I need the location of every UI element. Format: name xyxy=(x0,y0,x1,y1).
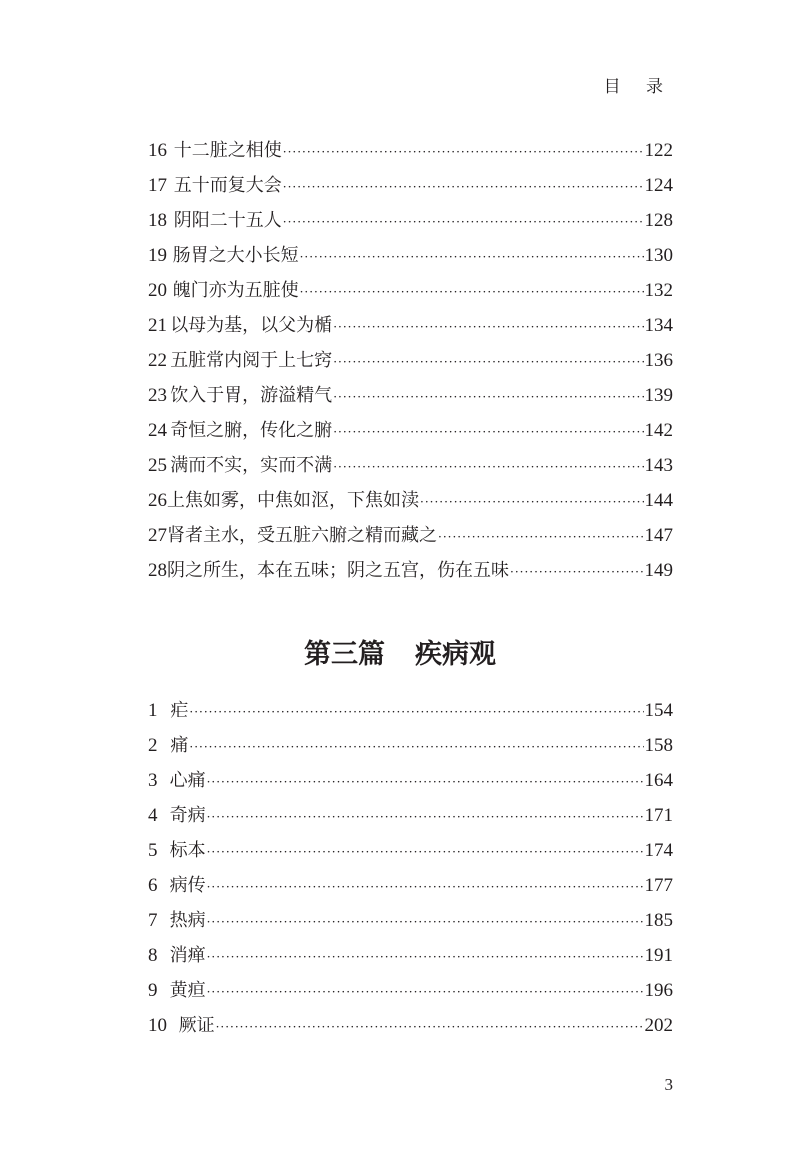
toc-entry[interactable] xyxy=(148,938,673,973)
entry-page: 196 xyxy=(644,980,673,1001)
leader-dots xyxy=(216,1010,644,1045)
entry-number: 8 xyxy=(148,945,158,966)
entry-number: 22 xyxy=(148,350,167,371)
entry-number: 16 xyxy=(148,140,167,161)
entry-title: 十二脏之相使 xyxy=(173,140,282,161)
leader-dots xyxy=(207,835,644,870)
toc-entry[interactable] xyxy=(148,833,673,868)
entry-title: 阴阳二十五人 xyxy=(173,210,282,231)
toc-entry[interactable] xyxy=(148,308,673,343)
toc-section-2-entries xyxy=(148,133,673,588)
leader-dots xyxy=(207,800,644,835)
toc-entry[interactable] xyxy=(148,553,673,588)
leader-dots xyxy=(420,485,644,520)
entry-title: 满而不实，实而不满 xyxy=(170,455,333,476)
entry-title: 五十而复大会 xyxy=(173,175,282,196)
leader-dots xyxy=(333,380,643,415)
entry-page: 191 xyxy=(644,945,673,966)
entry-number: 9 xyxy=(148,980,158,1001)
leader-dots xyxy=(207,870,644,905)
toc-entry[interactable] xyxy=(148,973,673,1008)
leader-dots xyxy=(438,520,644,555)
leader-dots xyxy=(333,310,643,345)
entry-title: 以母为基，以父为楯 xyxy=(170,315,333,336)
leader-dots xyxy=(207,940,644,975)
running-header: 目 录 xyxy=(603,77,673,97)
entry-page: 174 xyxy=(644,840,673,861)
entry-title: 五脏常内阅于上七窍 xyxy=(170,350,333,371)
entry-page: 130 xyxy=(644,245,673,266)
entry-number: 10 xyxy=(148,1015,167,1036)
entry-page: 122 xyxy=(644,140,673,161)
entry-page: 147 xyxy=(644,525,673,546)
part-title xyxy=(0,632,800,671)
entry-number: 21 xyxy=(148,315,167,336)
entry-title: 奇恒之腑，传化之腑 xyxy=(170,420,333,441)
entry-title: 奇病 xyxy=(169,805,206,826)
toc-entry[interactable] xyxy=(148,763,673,798)
entry-page: 185 xyxy=(644,910,673,931)
entry-page: 136 xyxy=(644,350,673,371)
toc-entry[interactable] xyxy=(148,448,673,483)
toc-entry[interactable] xyxy=(148,693,673,728)
part-name: 疾病观 xyxy=(415,639,496,670)
entry-number: 5 xyxy=(148,840,158,861)
entry-title: 厥证 xyxy=(178,1015,215,1036)
leader-dots xyxy=(189,730,643,765)
entry-number: 20 xyxy=(148,280,167,301)
leader-dots xyxy=(207,765,644,800)
toc-section-3-entries xyxy=(148,693,673,1043)
toc-entry[interactable] xyxy=(148,903,673,938)
entry-page: 158 xyxy=(644,735,673,756)
leader-dots xyxy=(283,135,644,170)
toc-entry[interactable] xyxy=(148,343,673,378)
entry-number: 17 xyxy=(148,175,167,196)
toc-entry[interactable] xyxy=(148,798,673,833)
leader-dots xyxy=(283,205,644,240)
entry-page: 164 xyxy=(644,770,673,791)
entry-page: 139 xyxy=(644,385,673,406)
entry-page: 177 xyxy=(644,875,673,896)
entry-title: 肠胃之大小长短 xyxy=(172,245,299,266)
leader-dots xyxy=(333,450,643,485)
entry-number: 4 xyxy=(148,805,158,826)
entry-title: 黄疸 xyxy=(169,980,206,1001)
entry-number: 23 xyxy=(148,385,167,406)
toc-entry[interactable] xyxy=(148,868,673,903)
leader-dots xyxy=(333,345,643,380)
toc-entry[interactable] xyxy=(148,203,673,238)
leader-dots xyxy=(333,415,643,450)
entry-title: 标本 xyxy=(169,840,206,861)
toc-entry[interactable] xyxy=(148,728,673,763)
toc-entry[interactable] xyxy=(148,1008,673,1043)
entry-number: 27 xyxy=(148,525,167,546)
leader-dots xyxy=(189,695,643,730)
entry-title: 病传 xyxy=(169,875,206,896)
leader-dots xyxy=(300,240,644,275)
entry-number: 7 xyxy=(148,910,158,931)
toc-entry[interactable] xyxy=(148,168,673,203)
entry-page: 143 xyxy=(644,455,673,476)
entry-number: 26 xyxy=(148,490,167,511)
leader-dots xyxy=(300,275,644,310)
entry-title: 心痛 xyxy=(169,770,206,791)
toc-entry[interactable] xyxy=(148,238,673,273)
entry-number: 3 xyxy=(148,770,158,791)
leader-dots xyxy=(510,555,644,590)
entry-title: 饮入于胃，游溢精气 xyxy=(170,385,333,406)
entry-page: 202 xyxy=(644,1015,673,1036)
entry-page: 154 xyxy=(644,700,673,721)
toc-entry[interactable] xyxy=(148,518,673,553)
toc-entry[interactable] xyxy=(148,133,673,168)
entry-number: 28 xyxy=(148,560,167,581)
toc-entry[interactable] xyxy=(148,378,673,413)
entry-title: 阴之所生，本在五味；阴之五宫，伤在五味 xyxy=(167,560,509,581)
leader-dots xyxy=(207,975,644,1010)
entry-title: 消瘅 xyxy=(169,945,206,966)
entry-number: 18 xyxy=(148,210,167,231)
toc-entry[interactable] xyxy=(148,273,673,308)
entry-page: 144 xyxy=(644,490,673,511)
entry-page: 132 xyxy=(644,280,673,301)
toc-entry[interactable] xyxy=(148,483,673,518)
page-number: 3 xyxy=(664,1075,673,1094)
part-label: 第三篇 xyxy=(304,639,385,670)
entry-title: 魄门亦为五脏使 xyxy=(172,280,299,301)
entry-title: 痛 xyxy=(170,735,189,756)
leader-dots xyxy=(283,170,644,205)
entry-title: 疟 xyxy=(170,700,189,721)
entry-number: 1 xyxy=(148,700,158,721)
toc-entry[interactable] xyxy=(148,413,673,448)
entry-page: 171 xyxy=(644,805,673,826)
entry-title: 肾者主水，受五脏六腑之精而藏之 xyxy=(167,525,437,546)
entry-number: 24 xyxy=(148,420,167,441)
entry-page: 142 xyxy=(644,420,673,441)
entry-page: 149 xyxy=(644,560,673,581)
entry-number: 19 xyxy=(148,245,167,266)
leader-dots xyxy=(207,905,644,940)
entry-number: 6 xyxy=(148,875,158,896)
entry-page: 128 xyxy=(644,210,673,231)
entry-number: 2 xyxy=(148,735,158,756)
entry-number: 25 xyxy=(148,455,167,476)
entry-title: 上焦如雾，中焦如沤，下焦如渎 xyxy=(167,490,419,511)
entry-title: 热病 xyxy=(169,910,206,931)
entry-page: 124 xyxy=(644,175,673,196)
entry-page: 134 xyxy=(644,315,673,336)
